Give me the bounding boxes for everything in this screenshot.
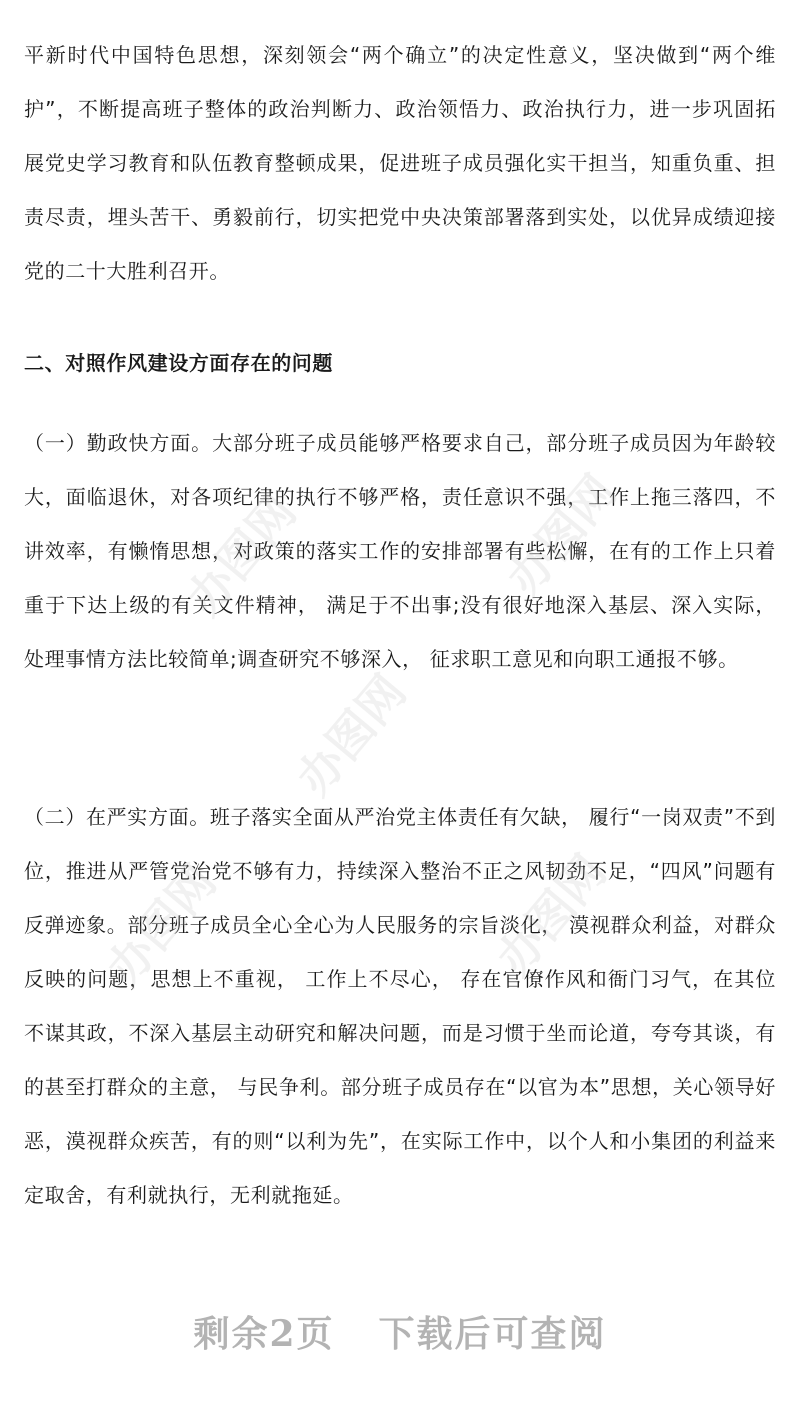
watermark-logo: 办图网 (96, 854, 227, 996)
remaining-pages-text: 剩余2页 (193, 1313, 335, 1355)
watermark-logo: 办图网 (486, 844, 617, 986)
download-prompt-banner[interactable] (0, 1306, 800, 1357)
paragraph-strictness: （二）在严实方面。班子落实全面从严治党主体责任有欠缺， 履行“一岗双责”不到位，推进从严管党治党不够有力，持续深入整治不正之风韧劲不足，“四风”问题有反弹迹象。部分班子成员全心全心为人民服务的宗旨淡化， 漠视群众利益，对群众反映的问题，思想上不重视， 工作上不尽心， 存在官僚作风和衙门习气，在其位不谋其政，不深入基层主动研究和解决问题，而是习惯于坐而论道，夸夸其谈，有的甚至打群众的主意， 与民争利。部分班子成员存在“以官为本”思想，关心领导好恶，漠视群众疾苦，有的则“以利为先”，在实际工作中，以个人和小集团的利益来定取舍，有利就执行，无利就拖延。 (24, 805, 776, 1207)
watermark-logo: 办图网 (176, 484, 307, 626)
watermark-logo: 办图网 (286, 664, 417, 806)
section-heading: 二、对照作风建设方面存在的问题 (24, 351, 333, 375)
download-to-view-text: 下载后可查阅 (378, 1313, 607, 1355)
intro-paragraph: 平新时代中国特色思想，深刻领会“两个确立”的决定性意义，坚决做到“两个维护”，不断提高班子整体的政治判断力、政治领悟力、政治执行力，进一步巩固拓展党史学习教育和队伍教育整顿成果，促进班子成员强化实干担当，知重负重、担责尽责，埋头苦干、勇毅前行，切实把党中央决策部署落到实处，以优异成绩迎接党的二十大胜利召开。 (24, 43, 776, 283)
paragraph-diligence: （一）勤政快方面。大部分班子成员能够严格要求自己，部分班子成员因为年龄较大，面临退休，对各项纪律的执行不够严格，责任意识不强，工作上拖三落四，不讲效率，有懒惰思想，对政策的落实工作的安排部署有些松懈，在有的工作上只着重于下达上级的有关文件精神， 满足于不出事;没有很好地深入基层、深入实际， 处理事情方法比较简单;调查研究不够深入， 征求职工意见和向职工通报不够。 (24, 431, 776, 671)
watermark-logo: 办图网 (496, 464, 627, 606)
